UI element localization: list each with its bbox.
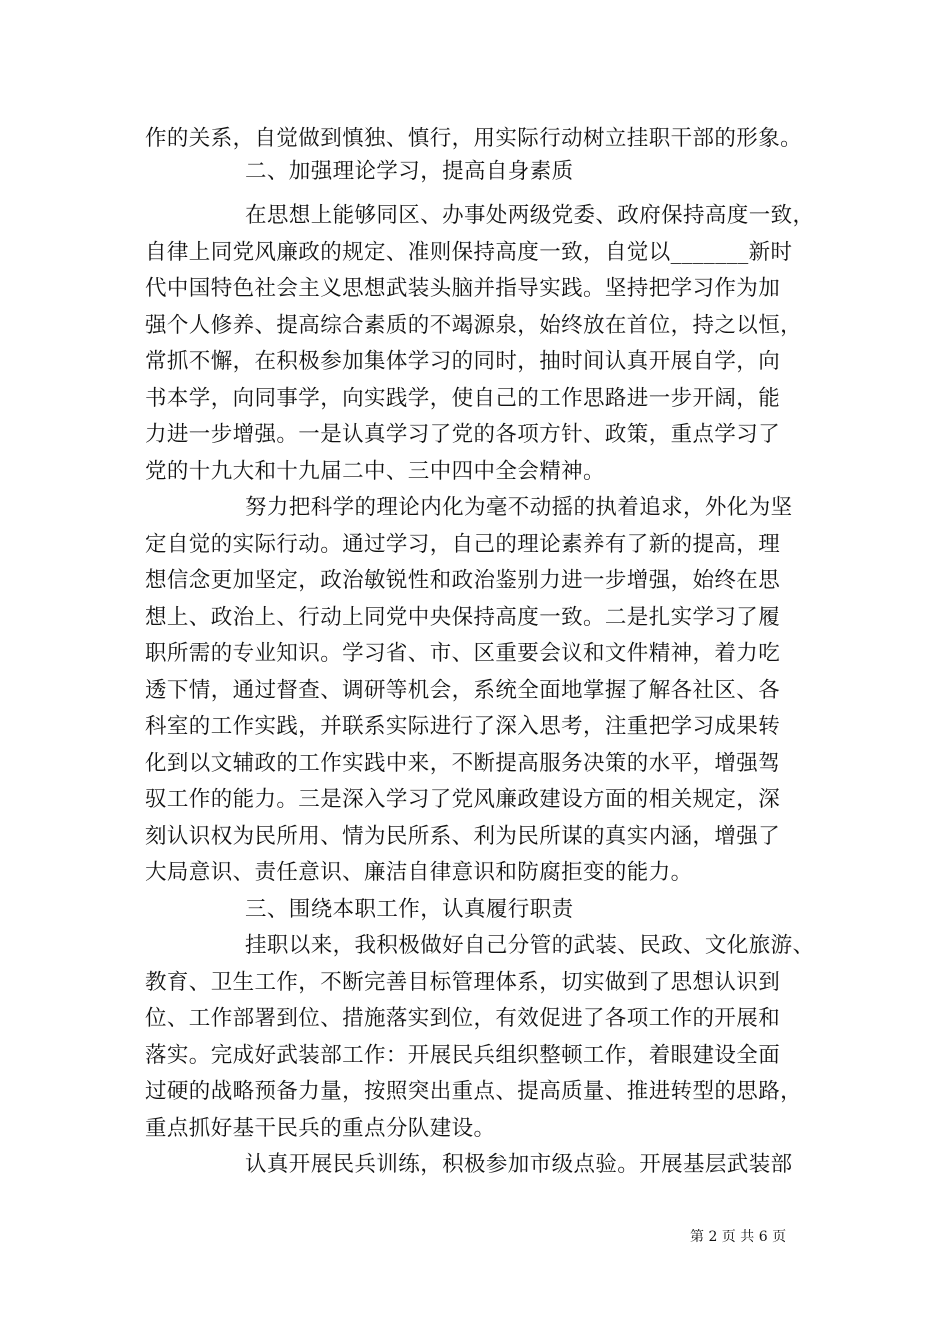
body-text-line: 过硬的战略预备力量，按照突出重点、提高质量、推进转型的思路， bbox=[145, 1079, 803, 1104]
body-text-line: 科室的工作实践，并联系实际进行了深入思考，注重把学习成果转 bbox=[145, 714, 781, 739]
paragraph-start-line: 认真开展民兵训练，积极参加市级点验。开展基层武装部 bbox=[245, 1152, 793, 1177]
body-text-line: 职所需的专业知识。学习省、市、区重要会议和文件精神，着力吃 bbox=[145, 641, 781, 666]
section-heading: 三、围绕本职工作，认真履行职责 bbox=[245, 897, 574, 922]
body-text-line: 透下情，通过督查、调研等机会，系统全面地掌握了解各社区、各 bbox=[145, 678, 781, 703]
body-text-line: 重点抓好基干民兵的重点分队建设。 bbox=[145, 1116, 496, 1141]
body-text-line: 作的关系，自觉做到慎独、慎行，用实际行动树立挂职干部的形象。 bbox=[145, 126, 803, 151]
paragraph-start-line: 挂职以来，我积极做好自己分管的武装、民政、文化旅游、 bbox=[245, 933, 815, 958]
body-text-line: 定自觉的实际行动。通过学习，自己的理论素养有了新的提高，理 bbox=[145, 532, 781, 557]
body-text-line: 代中国特色社会主义思想武装头脑并指导实践。坚持把学习作为加 bbox=[145, 276, 781, 301]
body-text-line: 大局意识、责任意识、廉洁自律意识和防腐拒变的能力。 bbox=[145, 860, 693, 885]
body-text-line: 力进一步增强。一是认真学习了党的各项方针、政策，重点学习了 bbox=[145, 422, 781, 447]
body-text-line: 自律上同党风廉政的规定、准则保持高度一致，自觉以_______新时 bbox=[145, 240, 793, 265]
body-text-line: 教育、卫生工作，不断完善目标管理体系，切实做到了思想认识到 bbox=[145, 970, 781, 995]
section-heading: 二、加强理论学习，提高自身素质 bbox=[245, 159, 574, 184]
paragraph-start-line: 努力把科学的理论内化为毫不动摇的执着追求，外化为坚 bbox=[245, 495, 793, 520]
body-text-line: 落实。完成好武装部工作：开展民兵组织整顿工作，着眼建设全面 bbox=[145, 1043, 781, 1068]
body-text-line: 化到以文辅政的工作实践中来，不断提高服务决策的水平，增强驾 bbox=[145, 751, 781, 776]
body-text-line: 驭工作的能力。三是深入学习了党风廉政建设方面的相关规定，深 bbox=[145, 787, 781, 812]
body-text-line: 书本学，向同事学，向实践学，使自己的工作思路进一步开阔，能 bbox=[145, 386, 781, 411]
body-text-line: 强个人修养、提高综合素质的不竭源泉，始终放在首位，持之以恒， bbox=[145, 313, 803, 338]
paragraph-start-line: 在思想上能够同区、办事处两级党委、政府保持高度一致， bbox=[245, 203, 815, 228]
body-text-line: 想信念更加坚定，政治敏锐性和政治鉴别力进一步增强，始终在思 bbox=[145, 568, 781, 593]
body-text-line: 刻认识权为民所用、情为民所系、利为民所谋的真实内涵，增强了 bbox=[145, 824, 781, 849]
body-text-line: 党的十九大和十九届二中、三中四中全会精神。 bbox=[145, 459, 605, 484]
body-text-line: 常抓不懈，在积极参加集体学习的同时，抽时间认真开展自学，向 bbox=[145, 349, 781, 374]
page-number-footer: 第 2 页 共 6 页 bbox=[690, 1229, 787, 1245]
body-text-line: 想上、政治上、行动上同党中央保持高度一致。二是扎实学习了履 bbox=[145, 605, 781, 630]
body-text-line: 位、工作部署到位、措施落实到位，有效促进了各项工作的开展和 bbox=[145, 1006, 781, 1031]
